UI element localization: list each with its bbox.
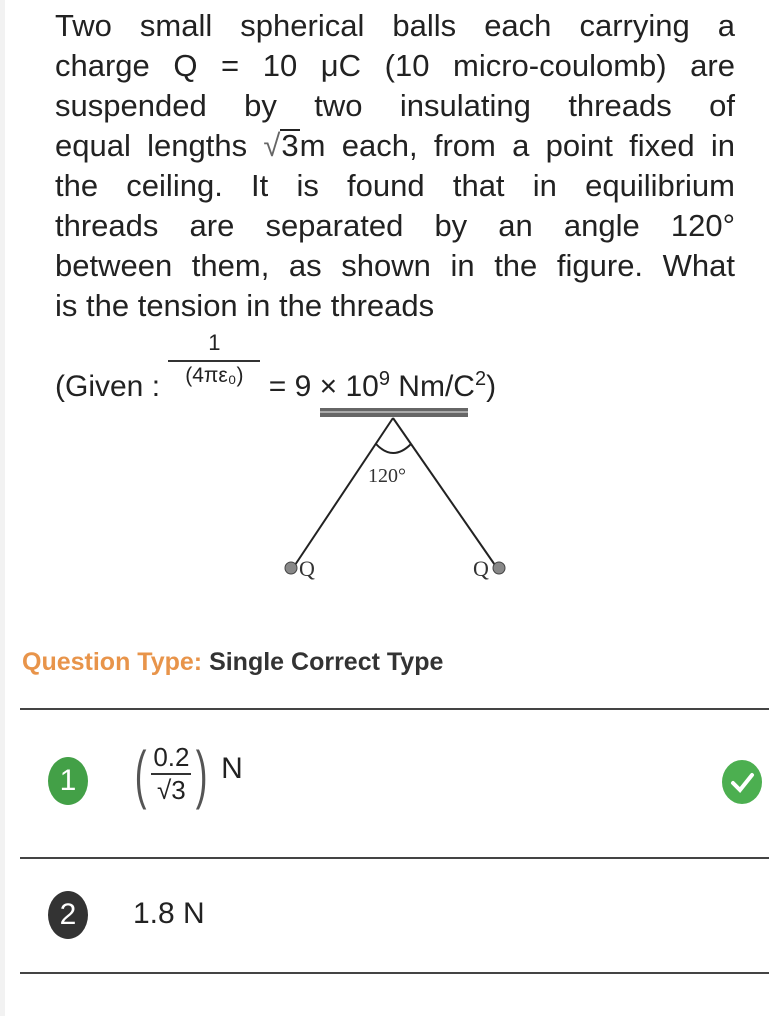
option-numerator: 0.2 — [151, 742, 191, 775]
question-line-text: m each, from a point fixed in — [299, 128, 735, 163]
correct-check-icon — [722, 760, 762, 804]
question-type-label: Question Type: — [22, 648, 203, 676]
pendulum-diagram — [270, 400, 520, 590]
option-denominator: √3 — [157, 775, 186, 805]
given-suffix: ) — [486, 370, 497, 403]
given-value: = 9 × 10 — [268, 370, 379, 403]
divider — [20, 857, 769, 859]
option-text: 1.8 N — [133, 897, 205, 930]
question-text — [55, 6, 735, 326]
coulomb-fraction — [168, 330, 260, 408]
fraction-numerator: 1 — [208, 330, 221, 356]
ball-left — [285, 562, 297, 574]
question-line: is the tension in the threads — [55, 288, 435, 323]
angle-label: 120° — [368, 465, 406, 487]
option-unit: N — [221, 752, 243, 785]
question-line: Two small spherical balls each carrying a — [55, 8, 735, 43]
left-border — [0, 0, 5, 1016]
given-exponent: 9 — [378, 368, 390, 390]
question-line: threads are separated by an angle 120° — [55, 208, 735, 243]
unit-exponent: 2 — [474, 368, 487, 390]
divider — [20, 708, 769, 710]
question-line: the ceiling. It is found that in equilibrium — [55, 168, 735, 203]
option-number-badge: 2 — [48, 891, 88, 939]
ball-right — [493, 562, 505, 574]
question-line: charge Q = 10 μC (10 micro-coulomb) are — [55, 48, 735, 83]
question-line: suspended by two insulating threads of — [55, 88, 735, 123]
question-type — [22, 648, 443, 677]
question-type-value: Single Correct Type — [209, 648, 444, 676]
given-unit: Nm/C — [398, 370, 475, 403]
option-fraction: ( $\frac{0.2}{√3}$ ) — [134, 738, 208, 810]
fraction-denominator: (4πε₀) — [185, 364, 244, 388]
divider — [20, 972, 769, 974]
thread-right — [393, 418, 497, 568]
question-line: between them, as shown in the figure. What — [55, 248, 735, 283]
sqrt-sign: √ — [263, 128, 281, 163]
angle-arc — [376, 444, 411, 453]
charge-label-left: Q — [299, 556, 315, 581]
question-line — [55, 126, 735, 166]
sqrt-three — [263, 126, 299, 166]
radicand: 3 — [281, 128, 299, 163]
question-line-text: equal lengths — [55, 128, 248, 163]
option-text — [130, 738, 243, 810]
charge-label-right: Q — [473, 556, 489, 581]
thread-left — [293, 418, 393, 568]
given-prefix: (Given : — [55, 370, 161, 403]
option-number-badge: 1 — [48, 757, 88, 805]
fraction-bar — [168, 360, 260, 362]
